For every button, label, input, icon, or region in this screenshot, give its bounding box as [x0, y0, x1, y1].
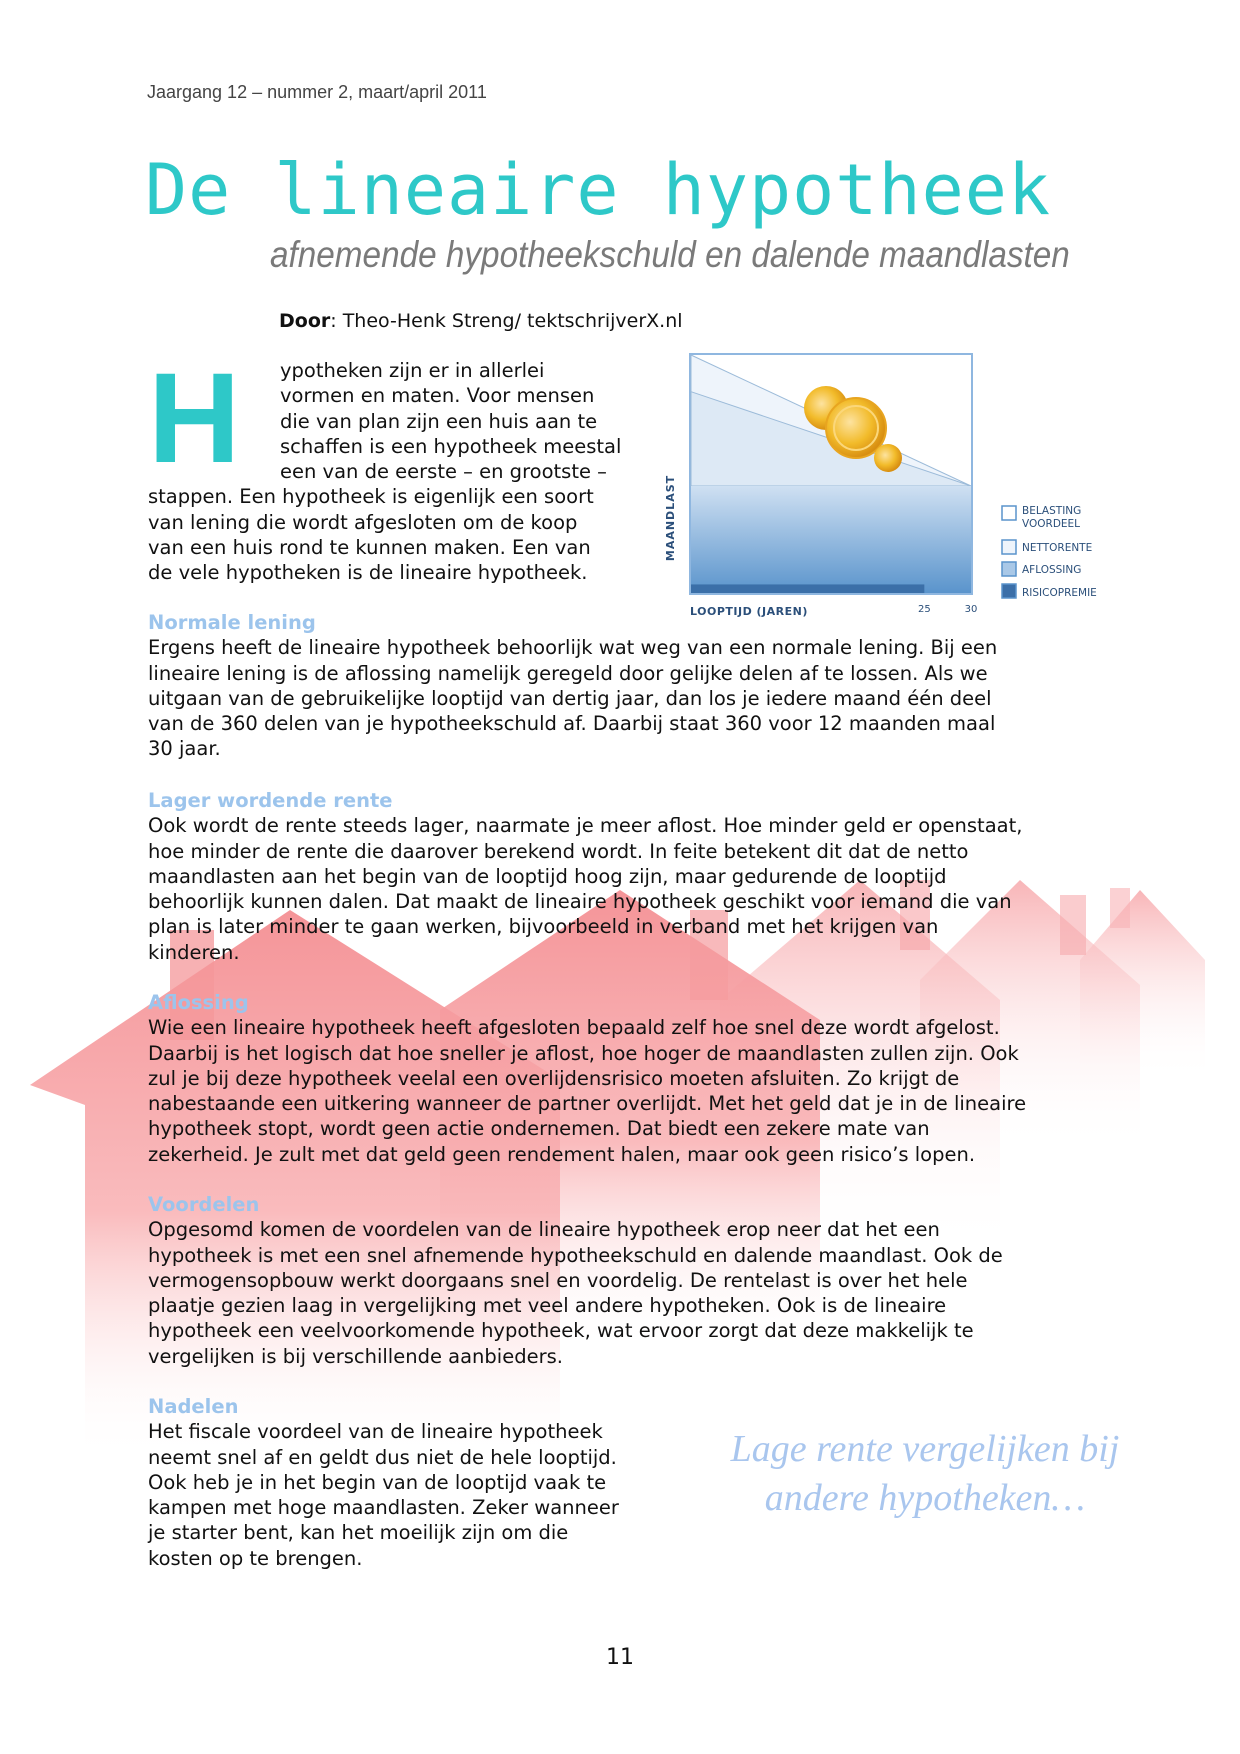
text-line: plaatje gezien laag in vergelijking met veel andere hypotheken. Ook is de lineaire: [148, 1294, 947, 1318]
x-axis-label: LOOPTIJD (JAREN): [690, 605, 808, 618]
article-title: De lineaire hypotheek: [145, 149, 1052, 231]
section-body: [148, 1015, 1108, 1167]
text-line: je starter bent, kan het moeilijk zijn om die: [148, 1521, 569, 1545]
pull-quote: [700, 1425, 1150, 1523]
series-risicopremie-bar: [691, 584, 924, 593]
text-line: behoorlijk kunnen dalen. Dat maakt de lineaire hypotheek geschikt voor iemand die van: [148, 890, 1012, 914]
pull-quote-line: Lage rente vergelijken bij: [730, 1428, 1120, 1470]
text-line: Het fiscale voordeel van de lineaire hypotheek: [148, 1420, 603, 1444]
legend-swatch-risicopremie: [1002, 584, 1016, 598]
text-line: maandlasten aan het begin van de looptijd hoog zijn, maar gedurende de looptijd: [148, 864, 947, 888]
text-line: hypotheek stopt, wordt geen actie ondernemen. Dat biedt een zekere mate van: [148, 1117, 930, 1141]
text-line: hoe minder de rente die daarover berekend wordt. In feite betekent dit dat de netto: [148, 839, 969, 863]
text-line: kampen met hoge maandlasten. Zeker wanneer: [148, 1496, 619, 1520]
pull-quote-line: andere hypotheken…: [764, 1477, 1086, 1519]
intro-line: de vele hypotheken is de lineaire hypotheek.: [148, 561, 588, 585]
text-line: Wie een lineaire hypotheek heeft afgesloten bepaald zelf hoe snel deze wordt afgelost.: [148, 1016, 1000, 1040]
text-line: hypotheek een veelvoorkomende hypotheek, wat ervoor zorgt dat deze makkelijk te: [148, 1319, 974, 1343]
section-aflossing: [148, 990, 1108, 1167]
mortgage-chart-svg: [660, 348, 1120, 630]
text-line: 30 jaar.: [148, 737, 221, 761]
chart-legend: [1002, 505, 1097, 599]
section-heading: Lager wordende rente: [148, 789, 393, 812]
text-line: nabestaande een uitkering wanneer de partner overlijdt. Met het geld dat je in de lineaire: [148, 1092, 1027, 1116]
intro-line: stappen. Een hypotheek is eigenlijk een soort: [148, 485, 594, 509]
section-heading: Nadelen: [148, 1395, 239, 1418]
section-heading: Normale lening: [148, 611, 316, 634]
section-heading: Aflossing: [148, 991, 249, 1014]
section-body: [148, 1419, 688, 1571]
text-line: uitgaan van de gebruikelijke looptijd van dertig jaar, dan los je iedere maand één deel: [148, 686, 992, 710]
text-line: vermogensopbouw werkt doorgaans snel en voordelig. De rentelast is over het hele: [148, 1268, 968, 1292]
intro-line: van een huis rond te kunnen maken. Een van: [148, 536, 591, 560]
y-axis-label: MAANDLAST: [664, 474, 677, 562]
byline-author: : Theo-Henk Streng/ tektschrijverX.nl: [330, 310, 683, 332]
text-line: hypotheek is met een snel afnemende hypotheekschuld en dalende maandlast. Ook de: [148, 1243, 1003, 1267]
text-line: neemt snel af en geldt dus niet de hele looptijd.: [148, 1445, 617, 1469]
section-nadelen: [148, 1394, 688, 1571]
text-line: Daarbij is het logisch dat hoe sneller je aflost, hoe hoger de maandlasten zullen zijn. Ook: [148, 1041, 1019, 1065]
legend-label-nettorente: NETTORENTE: [1022, 542, 1093, 554]
article-subtitle: afnemende hypotheekschuld en dalende maandlasten: [270, 234, 1070, 275]
issue-line: Jaargang 12 – nummer 2, maart/april 2011: [147, 82, 487, 102]
text-line: Ook wordt de rente steeds lager, naarmate je meer aflost. Hoe minder geld er openstaat,: [148, 814, 1023, 838]
x-tick-label-25: 25: [917, 604, 931, 615]
page-number: 11: [606, 1645, 634, 1670]
legend-swatch-belasting-voordeel: [1002, 506, 1016, 520]
legend-label-risicopremie: RISICOPREMIE: [1022, 587, 1097, 599]
legend-label-voordeel: VOORDEEL: [1022, 518, 1081, 530]
byline: [279, 310, 683, 332]
x-tick-label-30: 30: [964, 604, 978, 615]
text-line: Ergens heeft de lineaire hypotheek behoorlijk wat weg van een normale lening. Bij een: [148, 636, 998, 660]
text-line: zekerheid. Je zult met dat geld geen rendement halen, maar ook geen risico’s lopen.: [148, 1142, 976, 1166]
section-body: [148, 635, 1108, 761]
series-aflossing-area: [691, 486, 971, 593]
intro-line: vormen en maten. Voor mensen: [280, 384, 595, 408]
section-heading: Voordelen: [148, 1193, 260, 1216]
intro-line: een van de eerste – en grootste –: [280, 460, 607, 484]
text-line: kinderen.: [148, 940, 240, 964]
section-body: [148, 1217, 1108, 1369]
text-line: lineaire lening is de aflossing namelijk geregeld door gelijke delen af te lossen. Als we: [148, 661, 988, 685]
byline-label: Door: [279, 310, 331, 332]
section-body: [148, 813, 1108, 965]
legend-label-belasting: BELASTING: [1022, 505, 1082, 517]
text-line: vergelijken is bij verschillende aanbieders.: [148, 1344, 563, 1368]
text-line: kosten op te brengen.: [148, 1546, 363, 1570]
legend-swatch-aflossing: [1002, 562, 1016, 576]
legend-label-aflossing: AFLOSSING: [1022, 564, 1082, 576]
intro-line: schaffen is een hypotheek meestal: [280, 434, 622, 458]
legend-swatch-nettorente: [1002, 540, 1016, 554]
intro-paragraph: [148, 358, 668, 586]
drop-cap: H: [148, 347, 241, 490]
section-lager-wordende-rente: [148, 788, 1108, 965]
text-line: plan is later minder te gaan werken, bijvoorbeeld in verband met het krijgen van: [148, 915, 939, 939]
mortgage-chart: [660, 348, 1120, 630]
text-line: zul je bij deze hypotheek veelal een overlijdensrisico moeten afsluiten. Zo krijgt de: [148, 1066, 960, 1090]
section-voordelen: [148, 1192, 1108, 1369]
text-line: Opgesomd komen de voordelen van de lineaire hypotheek erop neer dat het een: [148, 1218, 940, 1242]
text-line: van de 360 delen van je hypotheekschuld af. Daarbij staat 360 voor 12 maanden maal: [148, 712, 996, 736]
intro-line: die van plan zijn een huis aan te: [280, 409, 598, 433]
intro-line: ypotheken zijn er in allerlei: [280, 359, 545, 382]
text-line: Ook heb je in het begin van de looptijd vaak te: [148, 1470, 607, 1494]
intro-line: van lening die wordt afgesloten om de koop: [148, 510, 578, 534]
section-normale-lening: [148, 610, 1108, 762]
